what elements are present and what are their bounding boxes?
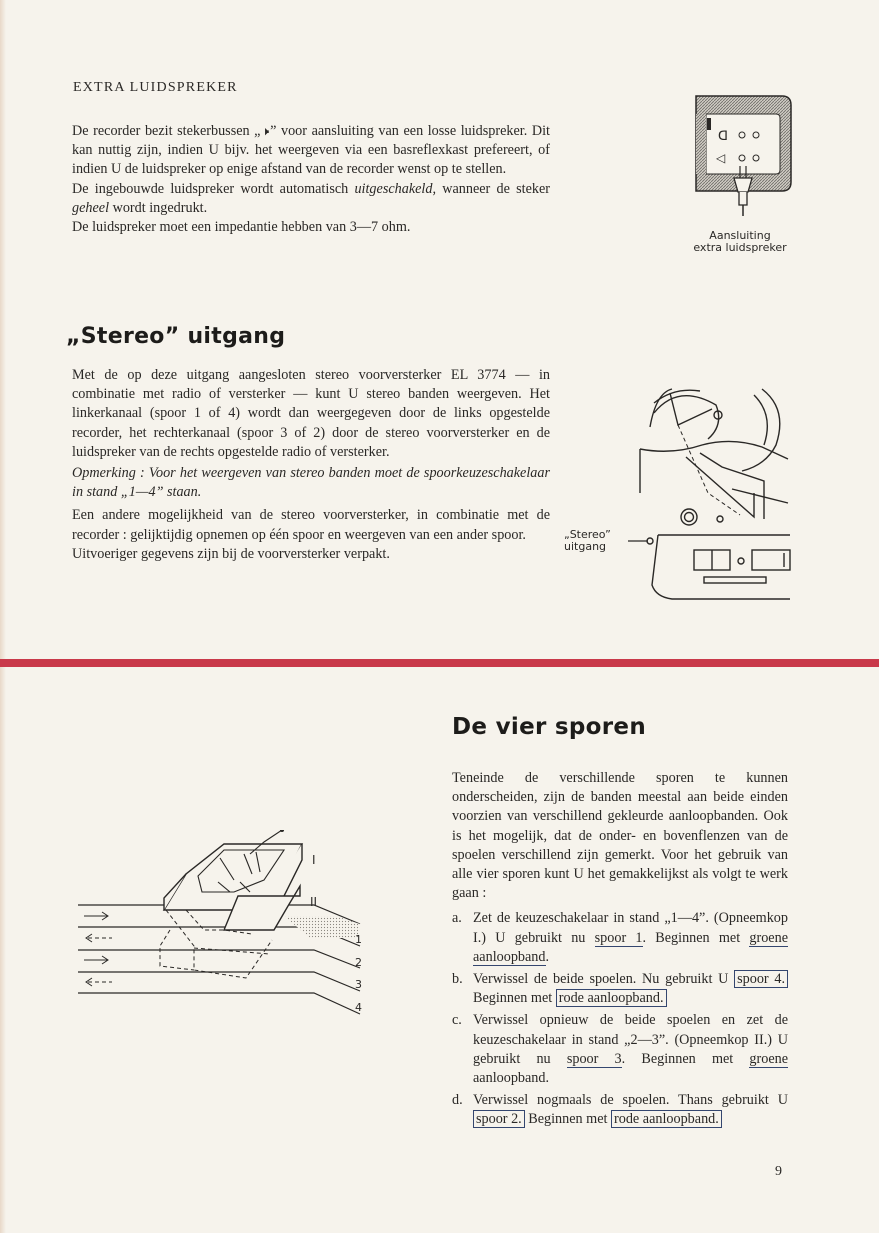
step-b: b. Verwissel de beide spoelen. Nu gebruikt U spoor 4. Beginnen met rode aanloopband. <box>452 970 788 1008</box>
svg-text:◁: ◁ <box>716 151 726 165</box>
step-d-marker: d. <box>452 1092 463 1109</box>
stereo-text <box>72 366 550 564</box>
recorder-illustration <box>612 385 792 605</box>
step-c-marker: c. <box>452 1012 462 1029</box>
socket-caption-line1: Aansluiting <box>709 229 771 242</box>
page-edge <box>0 0 6 1233</box>
head-label-1: I <box>312 853 316 867</box>
stereo-p3: Uitvoeriger gegevens zijn bij de voorversterker verpakt. <box>72 545 390 562</box>
track-label-3: 3 <box>355 978 362 991</box>
speaker-symbol: 🕨 <box>260 124 271 138</box>
tape-heads-diagram <box>74 830 374 1030</box>
track-label-4: 4 <box>355 1001 362 1014</box>
step-c: c. Verwissel opnieuw de beide spoelen en zet de keuzeschakelaar in stand „2—3”. (Opneemkop II.) U gebruikt nu spoor 3. Beginnen met groene aanloopband. <box>452 1012 789 1087</box>
step-a: a. Zet de keuzeschakelaar in stand „1—4”. (Opneemkop I.) U gebruikt nu spoor 1. Beginnen met groene aanloopband. <box>452 910 788 965</box>
hl-groene: groene <box>749 1050 789 1067</box>
step-d: d. Verwissel nogmaals de spoelen. Thans gebruikt U spoor 2. Beginnen met rode aanloopband. <box>452 1092 788 1128</box>
extra-speaker-text <box>72 122 550 237</box>
track-label-2: 2 <box>355 956 362 969</box>
tracks-steps <box>452 909 788 1129</box>
svg-text:ᗡ: ᗡ <box>718 129 728 144</box>
hl-groene-aanloopband: groene aanloopband <box>473 929 788 965</box>
track-label-1: 1 <box>355 933 362 946</box>
tracks-title: De vier sporen <box>452 714 646 740</box>
hl-rode-aanloopband-1: rode aanloopband. <box>556 989 667 1007</box>
tracks-intro: Teneinde de verschillende sporen te kunnen onderscheiden, zijn de banden meestal aan beide einden voorzien van verschillend gekleurde aanloopbanden. Ook is het mogelijk, dat de onder- en bovenflenzen van de spoelen verschillend zijn gemerkt. Voor het gebruik van alle vier sporen kunt U het gemakkelijkst als volgt te werk gaan : <box>452 770 788 902</box>
stereo-output-label-line1: „Stereo” <box>564 528 611 541</box>
hl-spoor-2: spoor 2. <box>473 1110 525 1128</box>
hl-spoor-3: spoor 3 <box>566 1050 622 1067</box>
step-a-marker: a. <box>452 910 462 927</box>
section-divider <box>0 659 879 667</box>
page-number: 9 <box>775 1164 782 1179</box>
socket-caption <box>672 230 808 254</box>
tracks-text <box>452 769 788 1133</box>
stereo-title: „Stereo” uitgang <box>66 324 286 349</box>
hl-rode-aanloopband-2: rode aanloopband. <box>611 1110 722 1128</box>
socket-caption-line2: extra luidspreker <box>693 241 787 254</box>
stereo-p1: Met de op deze uitgang aangesloten stereo voorversterker EL 3774 — in combinatie met radio of versterker — kunt U stereo banden weergeven. Het linkerkanaal (spoor 1 of 4) wordt dan weergegeven door de links opgestelde recorder, het rechterkanaal (spoor 3 of 2) door de stereo voorversterker en de luidspreker van de rechts opgestelde radio of versterker. <box>72 367 550 460</box>
extra-p3: De luidspreker moet een impedantie hebben van 3—7 ohm. <box>72 219 411 236</box>
hl-spoor-4: spoor 4. <box>734 970 788 988</box>
head-label-2: II <box>310 895 318 909</box>
stereo-output-label-line2: uitgang <box>564 540 607 553</box>
step-b-marker: b. <box>452 971 463 988</box>
speaker-socket-illustration <box>690 92 794 217</box>
stereo-p2: Een andere mogelijkheid van de stereo voorversterker, in combinatie met de recorder : gelijktijdig opnemen op één spoor en weergeven van een ander spoor. <box>72 507 550 543</box>
stereo-note: Opmerking : Voor het weergeven van stereo banden moet de spoorkeuzeschakelaar in stand „1—4” staan. <box>72 465 550 501</box>
extra-p2: De ingebouwde luidspreker wordt automatisch uitgeschakeld, wanneer de steker geheel wordt ingedrukt. <box>72 180 550 216</box>
section-heading-extra-speaker: EXTRA LUIDSPREKER <box>73 80 238 95</box>
hl-spoor-1: spoor 1 <box>594 929 643 946</box>
extra-p1: De recorder bezit stekerbussen „🕨” voor aansluiting van een losse luidspreker. Dit kan nuttig zijn, indien U bijv. het weergeven via een basreflexkast prefereert, of indien U de luidspreker op enige afstand van de recorder wenst op te stellen. <box>72 123 550 178</box>
